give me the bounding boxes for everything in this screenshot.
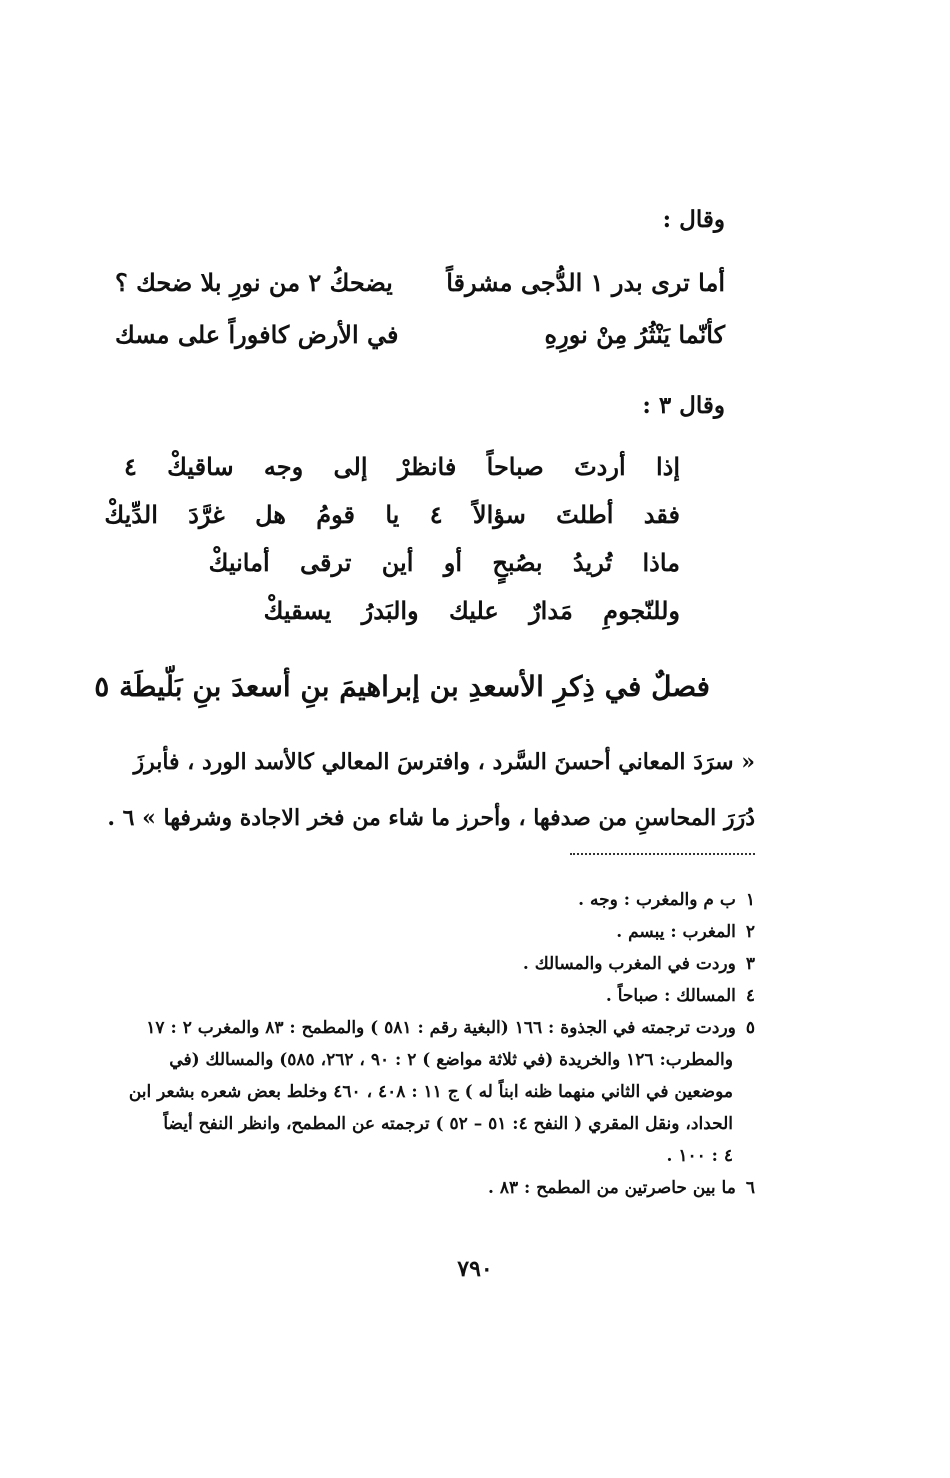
hemistich-second: في الأرض كافوراً على مسك (115, 320, 399, 349)
footnote-text: وردت في المغرب والمسالك . (522, 954, 736, 974)
footnote (95, 948, 755, 980)
poem-2-line: ماذا تُريدُ بصُبحٍ أو أين ترقى أمانيكْ (208, 548, 680, 577)
hemistich-first: كأنّما يَنْثُرُ مِنْ نورِهِ (544, 320, 725, 349)
page-number: ٧٩٠ (457, 1256, 493, 1282)
footnote-number: ١ (745, 890, 755, 910)
body-paragraph (95, 734, 755, 846)
footnote-text: المغرب : يبسم . (616, 922, 736, 942)
footnote (95, 884, 755, 916)
footnote-divider (570, 853, 755, 855)
footnote-text: الحداد، ونقل المقري ( النفح ٤: ٥١ – ٥٢ ) ترجمته عن المطمح، وانظر النفح أيضاً (163, 1114, 733, 1134)
poem-1-line (115, 268, 725, 320)
poem-2 (104, 452, 680, 644)
footnote (95, 980, 755, 1012)
poem-2-line: إذا أردتَ صباحاً فانظرْ إلى وجه ساقيكْ ٤ (123, 452, 680, 481)
poem-2-line: وللنّجومِ مَدارٌ عليك والبَدرُ يسقيكْ (263, 596, 680, 625)
footnote (95, 1172, 755, 1204)
poem-2-line: فقد أطلتَ سؤالاً ٤ يا قومُ هل غرَّدَ الدِّيكْ (104, 500, 680, 529)
hemistich-first: أما ترى بدر ١ الدُّجى مشرقاً (446, 268, 725, 297)
footnote (95, 916, 755, 948)
footnote-number: ٦ (745, 1178, 755, 1198)
footnote-text: ما بين حاصرتين من المطمح : ٨٣ . (488, 1178, 736, 1198)
poem-1 (115, 268, 725, 372)
paragraph-line: « سرَدَ المعاني أحسنَ السَّرد ، وافترسَ المعالي كالأسد الورد ، فأبرزَ (133, 749, 755, 775)
section-heading: فصلٌ في ذِكرِ الأسعدِ بن إبراهيمَ بنِ أسعدَ بنِ بَلّيطَة ٥ (94, 670, 710, 703)
footnotes (95, 884, 755, 1204)
poem-1-line (115, 320, 725, 372)
footnote-number: ٤ (745, 986, 755, 1006)
footnote-number: ٥ (745, 1018, 755, 1038)
hemistich-second: يضحكُ ٢ من نورِ بلا ضحك ؟ (115, 268, 393, 297)
footnote-text: وردت ترجمته في الجذوة : ١٦٦ (البغية رقم : ٥٨١ ) والمطمح : ٨٣ والمغرب ٢ : ١٧ (146, 1018, 736, 1038)
footnote-text: ب م والمغرب : وجه . (578, 890, 736, 910)
poem-intro-1: وقال : (662, 206, 725, 233)
footnote (95, 1012, 755, 1044)
paragraph-line: دُرَرَ المحاسنِ من صدفها ، وأحرز ما شاء من فخر الاجادة وشرفها » ٦ . (107, 805, 755, 831)
footnote-text: موضعين في الثاني منهما ظنه ابناً له ) ج ١١ : ٤٠٨ ، ٤٦٠ وخلط بعض شعره بشعر ابن (128, 1082, 733, 1102)
footnote-text: المسالك : صباحاً . (605, 986, 736, 1006)
footnote-text: والمطرب: ١٢٦ والخريدة (في ثلاثة مواضع ) ٢ : ٩٠ ، ٢٦٢، ٥٨٥) والمسالك (في (169, 1050, 733, 1070)
footnote-number: ٣ (745, 954, 755, 974)
footnote-number: ٢ (745, 922, 755, 942)
footnote-text: ٤ : ١٠٠ . (666, 1146, 733, 1166)
poem-intro-2: وقال ٣ : (642, 392, 725, 419)
